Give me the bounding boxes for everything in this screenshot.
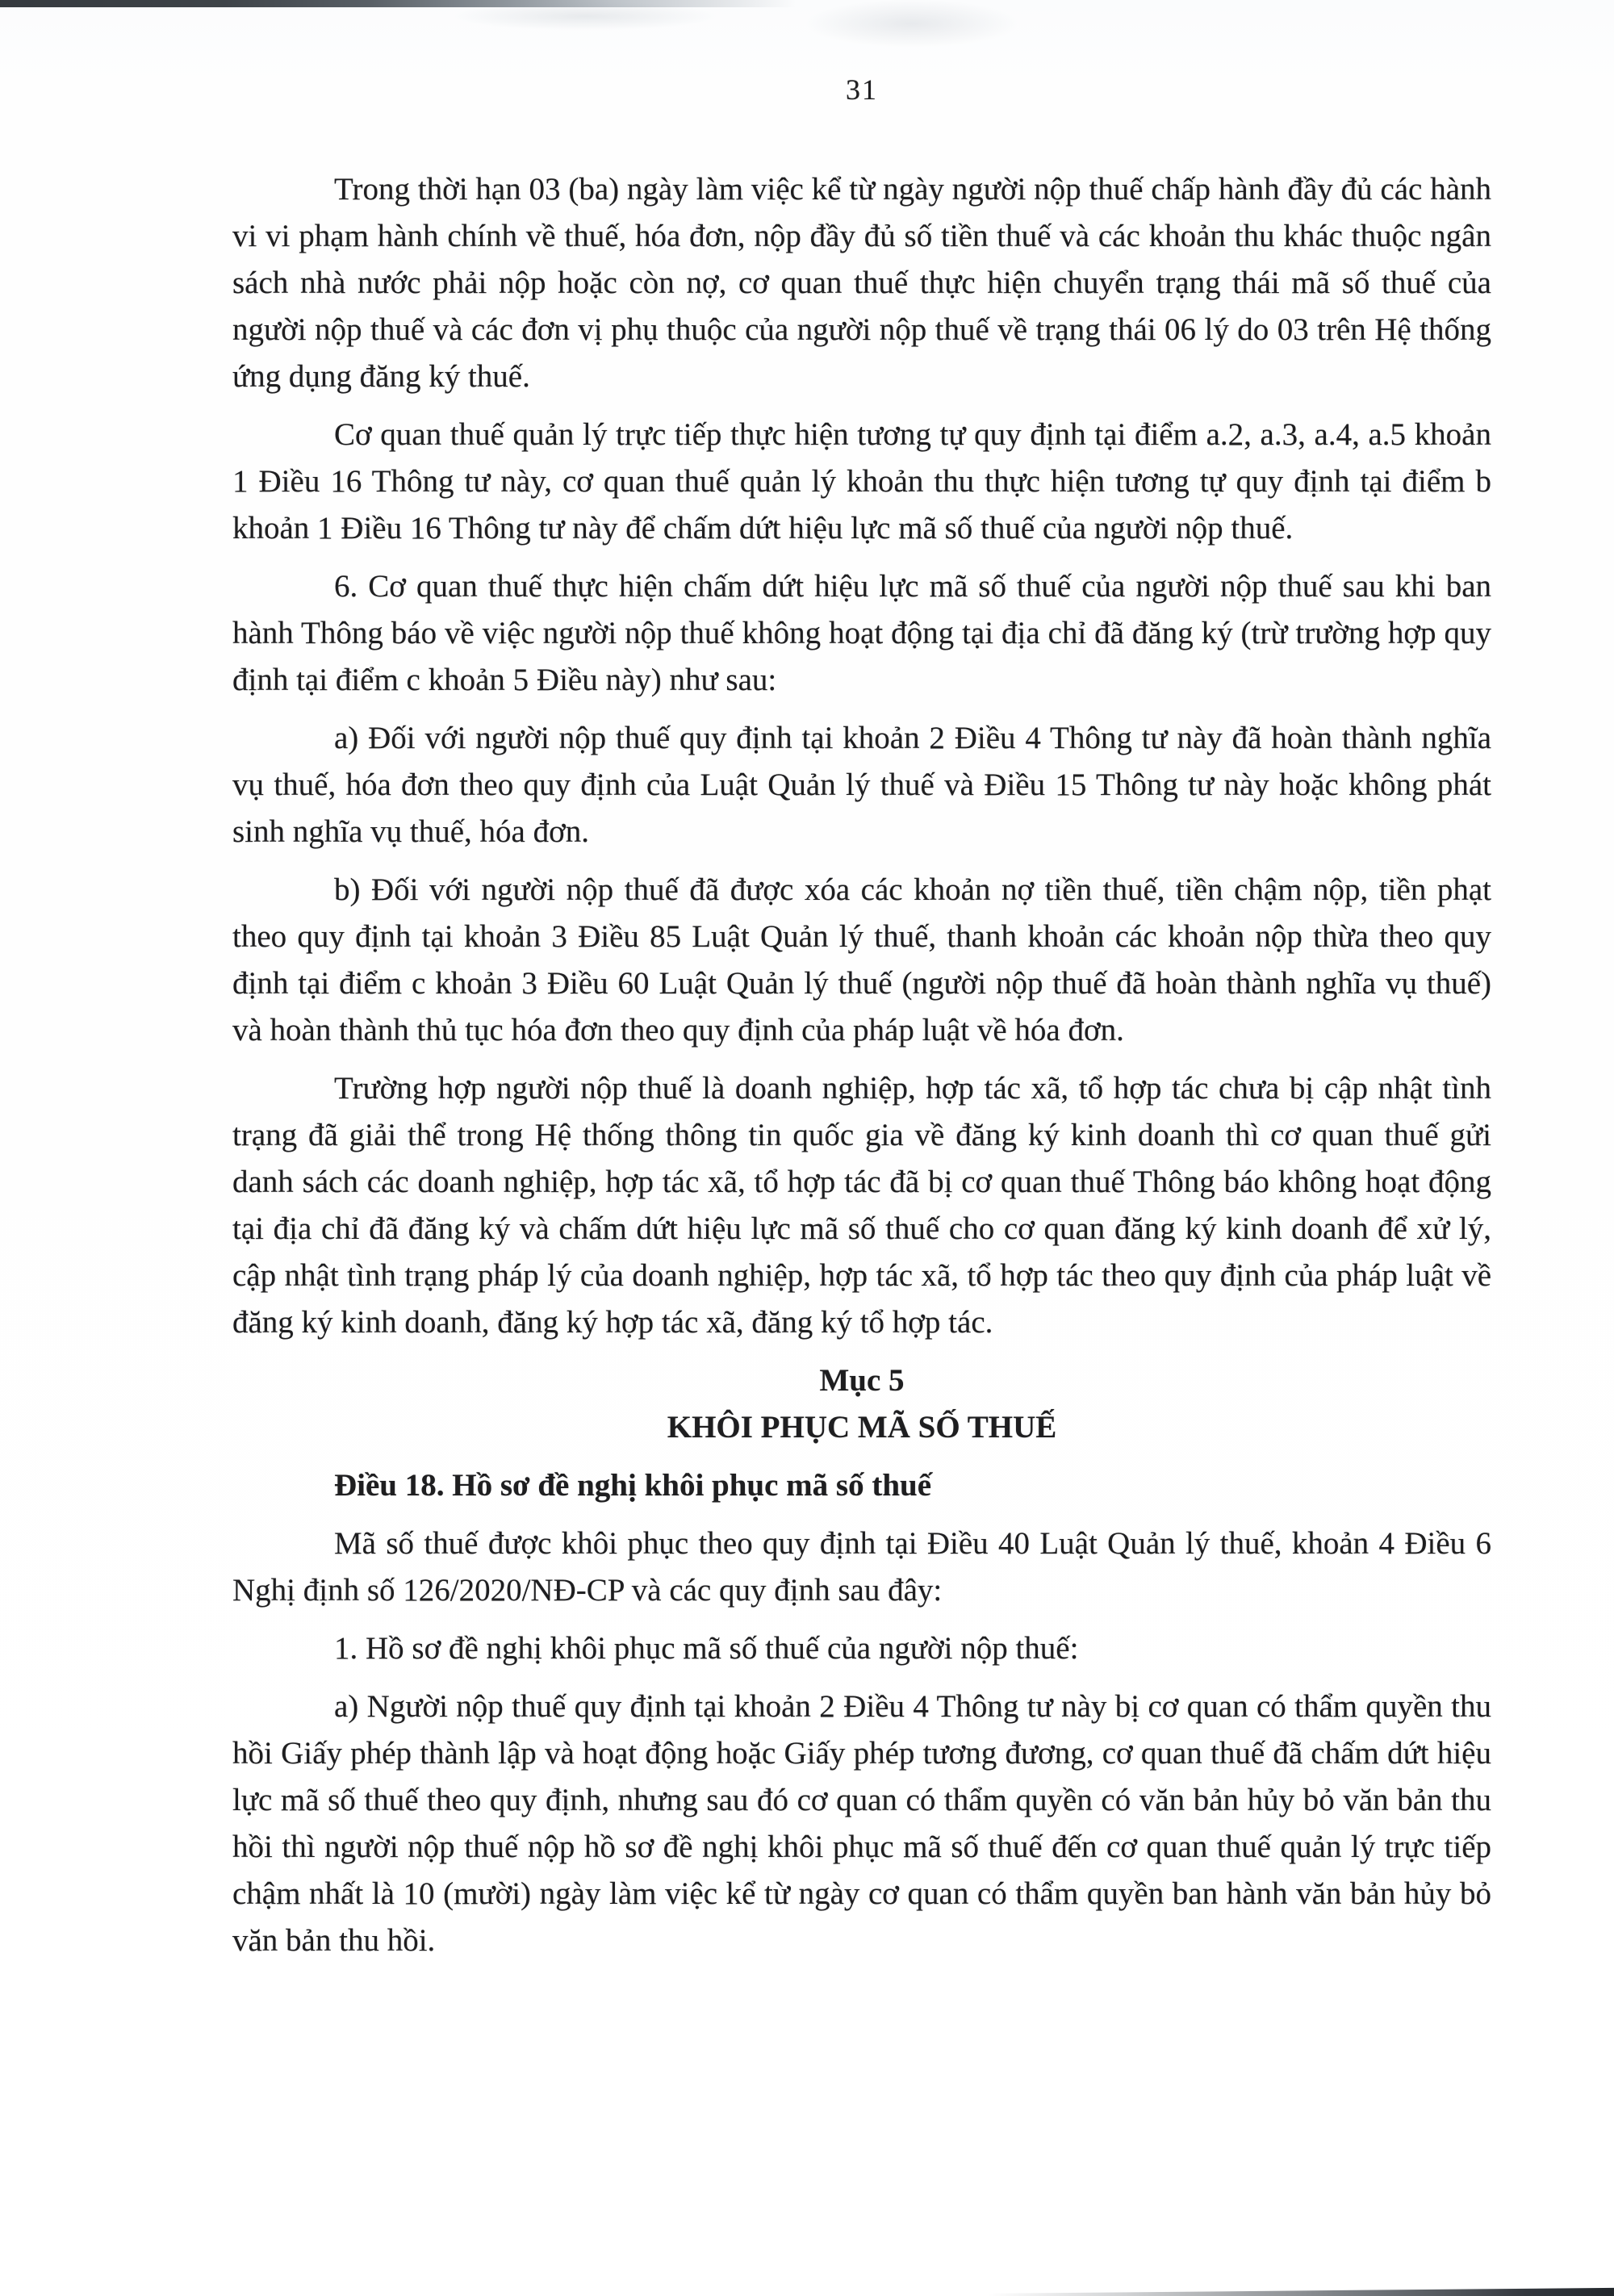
paragraph-direct-tax-authority: Cơ quan thuế quản lý trực tiếp thực hiện tương tự quy định tại điểm a.2, a.3, a.4, a.5 khoản 1 Điều 16 Thông tư này, cơ quan thuế quản lý khoản thu thực hiện tương tự quy định tại điểm b khoản 1 Điều 16 Thông tư này để chấm dứt hiệu lực mã số thuế của người nộp thuế. <box>232 417 1491 546</box>
paragraph-time-limit: Trong thời hạn 03 (ba) ngày làm việc kể từ ngày người nộp thuế chấp hành đầy đủ các hành vi vi phạm hành chính về thuế, hóa đơn, nộp đầy đủ số tiền thuế và các khoản thu khác thuộc ngân sách nhà nước phải nộp hoặc còn nợ, cơ quan thuế thực hiện chuyển trạng thái mã số thuế của người nộp thuế và các đơn vị phụ thuộc của người nộp thuế về trạng thái 06 lý do 03 trên Hệ thống ứng dụng đăng ký thuế. <box>232 172 1491 394</box>
paragraph-point-b: b) Đối với người nộp thuế đã được xóa các khoản nợ tiền thuế, tiền chậm nộp, tiền phạt theo quy định tại khoản 3 Điều 85 Luật Quản lý thuế, thanh khoản các khoản nộp thừa theo quy định tại điểm c khoản 3 Điều 60 Luật Quản lý thuế (người nộp thuế đã hoàn thành nghĩa vụ thuế) và hoàn thành thủ tục hóa đơn theo quy định của pháp luật về hóa đơn. <box>232 872 1491 1048</box>
paragraph-restore-basis: Mã số thuế được khôi phục theo quy định tại Điều 40 Luật Quản lý thuế, khoản 4 Điều 6 Nghị định số 126/2020/NĐ-CP và các quy định sau đây: <box>232 1526 1491 1608</box>
paragraph-point-a: a) Đối với người nộp thuế quy định tại khoản 2 Điều 4 Thông tư này đã hoàn thành nghĩa vụ thuế, hóa đơn theo quy định của Luật Quản lý thuế và Điều 15 Thông tư này hoặc không phát sinh nghĩa vụ thuế, hóa đơn. <box>232 721 1491 849</box>
scan-smudge <box>452 2 718 31</box>
paragraph-clause-1: 1. Hồ sơ đề nghị khôi phục mã số thuế của người nộp thuế: <box>334 1631 1079 1666</box>
scan-smudge <box>807 0 1017 47</box>
paragraph-enterprise-case: Trường hợp người nộp thuế là doanh nghiệp, hợp tác xã, tổ hợp tác chưa bị cập nhật tình trạng đã giải thể trong Hệ thống thông tin quốc gia về đăng ký kinh doanh thì cơ quan thuế gửi danh sách các doanh nghiệp, hợp tác xã, tổ hợp tác đã bị cơ quan thuế Thông báo không hoạt động tại địa chỉ đã đăng ký và chấm dứt hiệu lực mã số thuế cho cơ quan đăng ký kinh doanh để xử lý, cập nhật tình trạng pháp lý của doanh nghiệp, hợp tác xã, tổ hợp tác theo quy định của pháp luật về đăng ký kinh doanh, đăng ký hợp tác xã, đăng ký tổ hợp tác. <box>232 1071 1491 1340</box>
article-18-heading: Điều 18. Hồ sơ đề nghị khôi phục mã số thuế <box>334 1468 932 1503</box>
document-body <box>232 166 1491 1976</box>
scan-edge-artifact-bottom <box>989 2287 1614 2296</box>
page-number: 31 <box>846 73 878 106</box>
paragraph-clause-6: 6. Cơ quan thuế thực hiện chấm dứt hiệu lực mã số thuế của người nộp thuế sau khi ban hành Thông báo về việc người nộp thuế không hoạt động tại địa chỉ đã đăng ký (trừ trường hợp quy định tại điểm c khoản 5 Điều này) như sau: <box>232 569 1491 697</box>
section-5-heading <box>232 1357 1491 1451</box>
section-title: KHÔI PHỤC MÃ SỐ THUẾ <box>667 1410 1057 1445</box>
paragraph-point-a-restore: a) Người nộp thuế quy định tại khoản 2 Điều 4 Thông tư này bị cơ quan có thẩm quyền thu hồi Giấy phép thành lập và hoạt động hoặc Giấy phép tương đương, cơ quan thuế đã chấm dứt hiệu lực mã số thuế theo quy định, nhưng sau đó cơ quan có thẩm quyền có văn bản hủy bỏ văn bản thu hồi thì người nộp thuế nộp hồ sơ đề nghị khôi phục mã số thuế đến cơ quan thuế quản lý trực tiếp chậm nhất là 10 (mười) ngày làm việc kể từ ngày cơ quan có thẩm quyền ban hành văn bản hủy bỏ văn bản thu hồi. <box>232 1689 1491 1958</box>
section-label: Mục 5 <box>819 1363 905 1398</box>
